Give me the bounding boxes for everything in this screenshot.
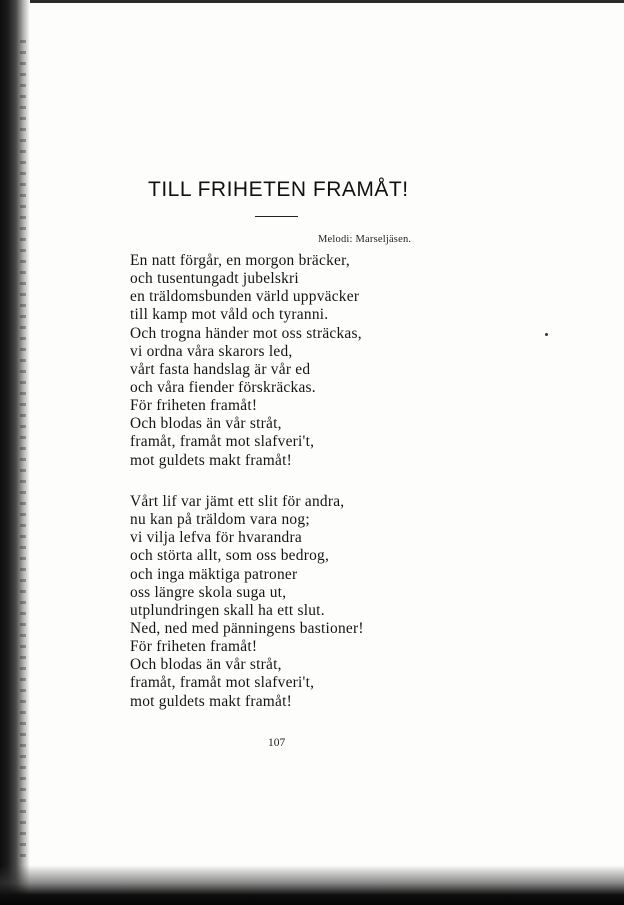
page-number: 107 [268,737,286,749]
verse-line: Ned, ned med pänningens bastioner! [130,619,364,637]
verse-line: till kamp mot våld och tyranni. [130,306,329,324]
verse-line: och inga mäktiga patroner [130,565,298,583]
verse-line: en träldomsbunden värld uppväcker [130,288,360,306]
verse-line: Och blodas än vår stråt, [130,415,282,433]
verse-line: oss längre skola suga ut, [130,583,287,601]
poem-title: TILL FRIHETEN FRAMÅT! [148,178,409,201]
verse-line: framåt, framåt mot slafveri't, [130,433,315,451]
verse-line: vi ordna våra skarors led, [130,342,293,360]
verse-line: mot guldets makt framåt! [130,692,293,710]
verse-line: utplundringen skall ha ett slut. [130,601,325,619]
verse-line: Och blodas än vår stråt, [130,656,282,674]
page-top-edge [0,0,624,3]
verse-line: En natt förgår, en morgon bräcker, [130,252,350,269]
stanza-1 [130,252,362,470]
verse-line: nu kan på träldom vara nog; [130,511,310,529]
verse-line: vårt fasta handslag är vår ed [130,360,311,378]
verse-line: Vårt lif var jämt ett slit för andra, [130,493,345,510]
binding-texture [20,40,26,860]
scan-speck [545,333,548,336]
page-bottom-edge [0,865,624,905]
stanza-2 [130,493,364,711]
verse-line: vi vilja lefva för hvarandra [130,529,302,547]
verse-line: Och trogna händer mot oss sträckas, [130,324,362,342]
title-divider [255,216,298,217]
melody-note: Melodi: Marseljäsen. [318,234,412,245]
verse-line: och tusentungadt jubelskri [130,270,299,288]
verse-line: mot guldets makt framåt! [130,451,293,469]
verse-line: För friheten framåt! [130,397,258,415]
verse-line: och våra fiender förskräckas. [130,378,316,396]
verse-line: För friheten framåt! [130,638,258,656]
verse-line: och störta allt, som oss bedrog, [130,547,330,565]
verse-line: framåt, framåt mot slafveri't, [130,674,315,692]
